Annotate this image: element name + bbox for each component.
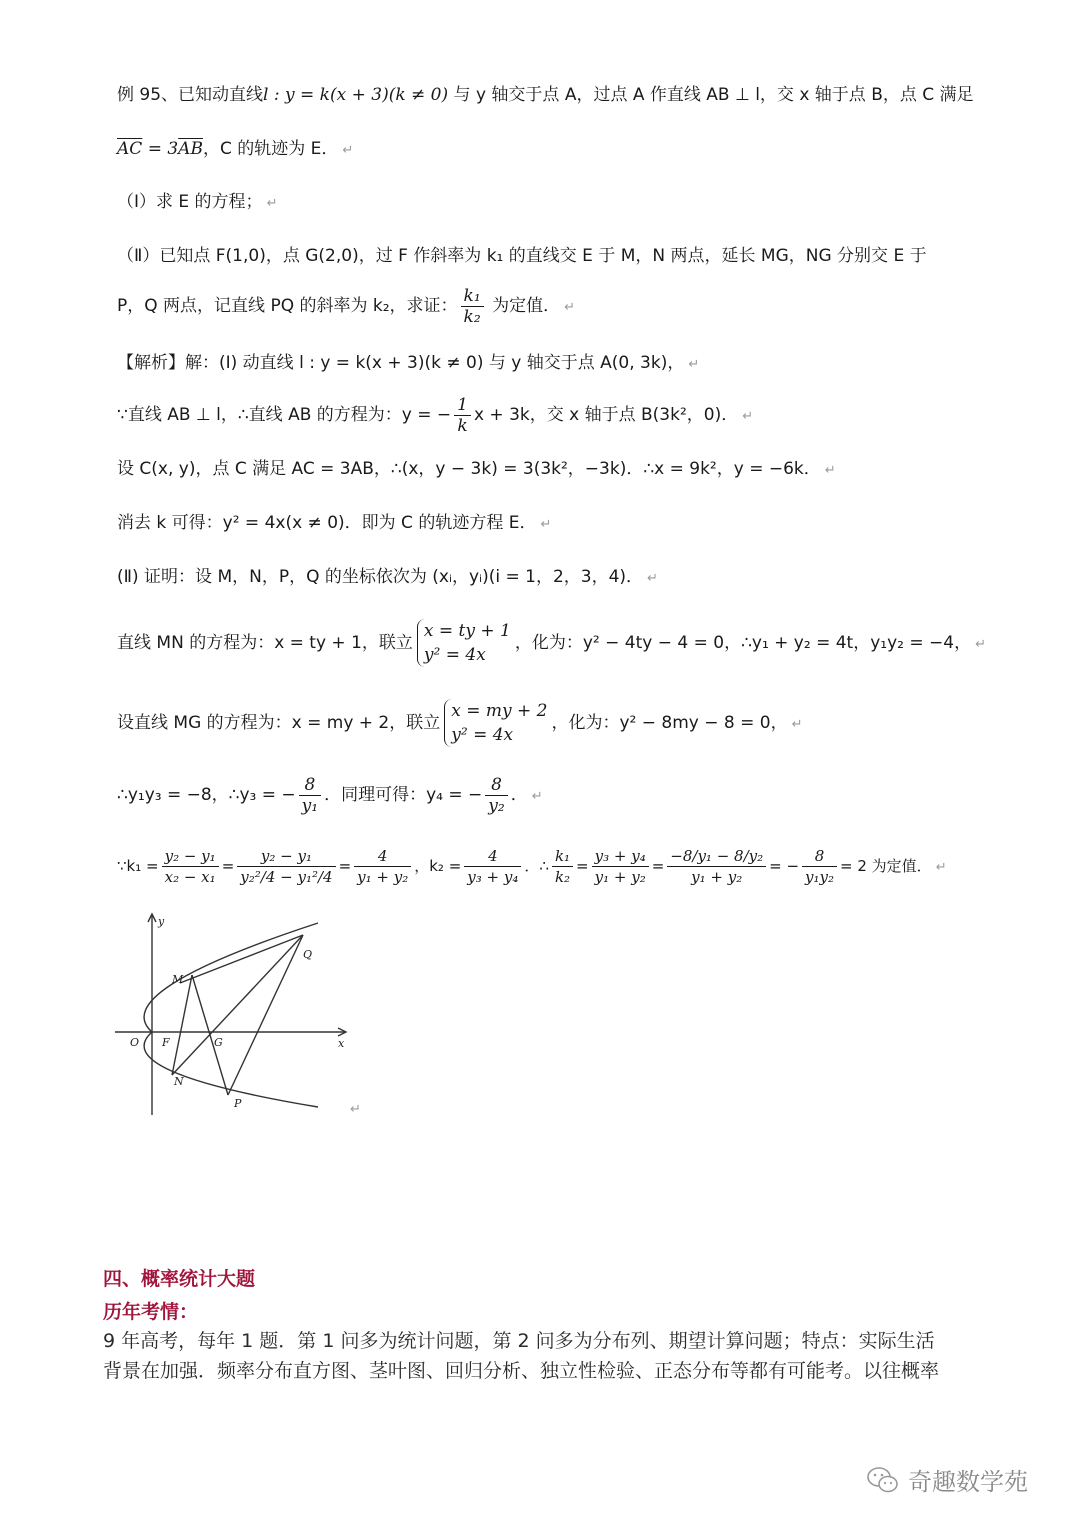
watermark bbox=[866, 1462, 1028, 1497]
return-icon: ↵ bbox=[531, 789, 543, 804]
fraction-denominator: k₂ bbox=[463, 306, 481, 327]
fraction bbox=[485, 775, 507, 816]
section-subtitle: 历年考情： bbox=[103, 1301, 199, 1323]
system-brace bbox=[444, 699, 547, 747]
fraction bbox=[454, 395, 471, 436]
problem-text: ，C 的轨迹为 E． bbox=[202, 139, 339, 159]
solution-text: 直线 MN 的方程为：x = ty + 1，联立 bbox=[117, 633, 413, 653]
return-icon: ↵ bbox=[935, 860, 947, 875]
ratio-fraction bbox=[461, 286, 484, 327]
problem-text: 与 y 轴交于点 A，过点 A 作直线 AB ⊥ l，交 x 轴于点 B，点 C 满足 bbox=[448, 85, 974, 105]
return-icon: ↵ bbox=[342, 143, 354, 158]
paragraph-line-2: 背景在加强．频率分布直方图、茎叶图、回归分析、独立性检验、正态分布等都有可能考。以往概率 bbox=[103, 1360, 940, 1382]
return-icon: ↵ bbox=[350, 1102, 361, 1117]
return-icon: ↵ bbox=[688, 357, 700, 372]
solution-line-7 bbox=[117, 697, 803, 751]
fraction-numerator: y₃ + y₄ bbox=[592, 846, 649, 867]
vector-ac: $\overline{AC}$ bbox=[117, 139, 143, 159]
label-g: G bbox=[214, 1036, 223, 1049]
return-icon: ↵ bbox=[647, 571, 658, 586]
parabola-curve bbox=[144, 923, 318, 1107]
fraction-denominator: y₁ + y₂ bbox=[594, 868, 646, 886]
fraction bbox=[162, 846, 219, 887]
fraction-numerator: 8 bbox=[299, 775, 321, 796]
label-m: M bbox=[172, 973, 184, 986]
fraction-denominator: y₂ bbox=[488, 795, 505, 816]
return-icon: ↵ bbox=[742, 409, 754, 424]
solution-text: ．同理可得：y₄ = − bbox=[324, 785, 483, 805]
vector-ab: $\overline{AB}$ bbox=[178, 139, 203, 159]
brand-name: 奇趣数学苑 bbox=[908, 1468, 1028, 1496]
solution-text: 设直线 MG 的方程为：x = my + 2，联立 bbox=[117, 713, 441, 733]
return-icon: ↵ bbox=[824, 463, 836, 478]
solution-text: (Ⅱ) 证明：设 M，N，P，Q 的坐标依次为 (xᵢ，yᵢ)(i = 1，2，3，4)． bbox=[117, 567, 644, 587]
solution-text: = 2 为定值． bbox=[840, 857, 932, 875]
label-x: x bbox=[338, 1037, 345, 1050]
fraction bbox=[299, 775, 321, 816]
fraction-numerator: y₂ − y₁ bbox=[162, 846, 219, 867]
fraction-denominator: y₃ + y₄ bbox=[467, 868, 519, 886]
question-1 bbox=[117, 189, 277, 217]
solution-text: 【解析】解：(Ⅰ) 动直线 l : y = k(x + 3)(k ≠ 0) 与 y 轴交于点 A(0, 3k)， bbox=[117, 353, 685, 373]
solution-text: ，化为：y² − 4ty − 4 = 0，∴y₁ + y₂ = 4t，y₁y₂ = −4， bbox=[514, 633, 972, 653]
return-icon: ↵ bbox=[266, 196, 278, 211]
solution-text: 设 C(x, y)，点 C 满足 AC = 3AB，∴(x，y − 3k) = 3(3k²，−3k)．∴x = 9k²，y = −6k． bbox=[117, 459, 821, 479]
solution-line-1 bbox=[117, 350, 699, 378]
fraction bbox=[552, 846, 573, 887]
question-2-line-1 bbox=[117, 243, 927, 269]
solution-line-8: ∴y₁y₃ = −8，∴y₃ = − $\frac{8}{\text{y₁}}$ ．同理可得：y₄ = − $\frac{8}{\text{y₂}}$ ． ↵ bbox=[117, 774, 543, 816]
line-equation: l : y = k(x + 3)(k ≠ 0) bbox=[263, 85, 449, 105]
label-p: P bbox=[234, 1097, 242, 1110]
fraction-numerator: 4 bbox=[464, 846, 521, 867]
fraction-denominator: k bbox=[457, 415, 468, 436]
paragraph-line-1: 9 年高考，每年 1 题．第 1 问多为统计问题，第 2 问多为分布列、期望计算问题；特点：实际生活 bbox=[103, 1330, 935, 1352]
line-pq bbox=[228, 935, 303, 1095]
system-brace bbox=[417, 619, 511, 667]
solution-line-9: ∵k₁ = $\frac{\text{y₂ − y₁}}{\text{x₂ − x₁}}$ = $\frac{\text{y₂ − y₁}}{\text{y₂²/4 − y₁²/4}}$ = $\frac{4}{\text{y₁ + y₂}}$ ，k₂ = $\frac{4}{\text{y₃ + y₄}}$ ．∴ $\frac{\text{k₁}}{\text{k₂}}$ = $\frac{\text{y₃ + y₄}}{\text{y₁ + y₂}}$ = $\frac{\text{−8/y₁ − 8/y₂}}{\text{y₁ + y₂}}$ = − $\frac{8}{\text{y₁y₂}}$ = 2 为定值． ↵ bbox=[117, 847, 947, 886]
fraction-numerator: y₂ − y₁ bbox=[237, 846, 335, 867]
solution-text: ，化为：y² − 8my − 8 = 0， bbox=[551, 713, 788, 733]
fraction bbox=[592, 846, 649, 887]
solution-line-5 bbox=[117, 564, 658, 592]
solution-text: ．∴ bbox=[524, 857, 549, 875]
fraction-denominator: y₁ bbox=[301, 795, 319, 816]
solution-line-6 bbox=[117, 617, 986, 671]
fraction-numerator: 8 bbox=[802, 846, 837, 867]
return-icon: ↵ bbox=[791, 717, 803, 732]
return-icon: ↵ bbox=[540, 517, 552, 532]
fraction-denominator: y₁ + y₂ bbox=[357, 868, 409, 886]
fraction-denominator: y₁ + y₂ bbox=[691, 868, 743, 886]
fraction-denominator: x₂ − x₁ bbox=[164, 868, 216, 886]
solution-line-2 bbox=[117, 392, 753, 440]
fraction-numerator: k₁ bbox=[552, 846, 573, 867]
wechat-icon bbox=[866, 1465, 900, 1495]
fraction-denominator: y₂²/4 − y₁²/4 bbox=[240, 868, 333, 886]
line-mn bbox=[172, 975, 192, 1075]
solution-line-3 bbox=[117, 456, 836, 484]
system-eq-1: x = my + 2 bbox=[451, 701, 548, 721]
system-eq-2: y² = 4x bbox=[451, 725, 514, 745]
fraction-numerator: k₁ bbox=[461, 286, 484, 307]
label-n: N bbox=[174, 1075, 184, 1088]
question-2-text: （Ⅱ）已知点 F(1,0)，点 G(2,0)，过 F 作斜率为 k₁ 的直线交 E 于 M，N 两点，延长 MG，NG 分别交 E 于 bbox=[117, 246, 927, 266]
solution-line-4 bbox=[117, 510, 551, 538]
system-eq-1: x = ty + 1 bbox=[423, 621, 511, 641]
fraction-numerator: 4 bbox=[354, 846, 411, 867]
label-q: Q bbox=[303, 948, 313, 961]
fraction-denominator: k₂ bbox=[554, 868, 571, 886]
parabola-figure bbox=[110, 905, 380, 1120]
section-title: 四、概率统计大题 bbox=[103, 1268, 256, 1290]
fraction bbox=[354, 846, 411, 887]
fraction-denominator: y₁y₂ bbox=[805, 868, 835, 886]
problem-line-1 bbox=[117, 82, 974, 108]
label-o: O bbox=[130, 1036, 140, 1049]
solution-text: ∵直线 AB ⊥ l，∴直线 AB 的方程为：y = − bbox=[117, 405, 452, 425]
fraction bbox=[464, 846, 521, 887]
line-nq bbox=[172, 935, 303, 1075]
question-1-text: （Ⅰ）求 E 的方程； bbox=[117, 192, 263, 212]
solution-text: ∴y₁y₃ = −8，∴y₃ = − bbox=[117, 785, 296, 805]
fraction bbox=[802, 846, 837, 887]
question-2-text: P，Q 两点，记直线 PQ 的斜率为 k₂，求证： bbox=[117, 296, 458, 316]
solution-text: 消去 k 可得：y² = 4x(x ≠ 0)．即为 C 的轨迹方程 E． bbox=[117, 513, 537, 533]
return-icon: ↵ bbox=[564, 300, 575, 315]
label-y: y bbox=[158, 915, 165, 928]
fraction-numerator: 1 bbox=[454, 395, 471, 416]
solution-text: ∵k₁ = bbox=[117, 857, 159, 875]
label-f: F bbox=[162, 1036, 170, 1049]
solution-text: ，k₂ = bbox=[414, 857, 462, 875]
system-eq-2: y² = 4x bbox=[423, 645, 486, 665]
question-2-text: 为定值． bbox=[486, 296, 561, 316]
fraction-numerator: −8/y₁ − 8/y₂ bbox=[667, 846, 766, 867]
question-2-line-2 bbox=[117, 285, 575, 329]
vector-eq: = 3 bbox=[142, 139, 179, 159]
problem-label: 例 95、已知动直线 bbox=[117, 85, 264, 105]
fraction bbox=[237, 846, 335, 887]
return-icon: ↵ bbox=[975, 637, 986, 652]
section-paragraph bbox=[103, 1326, 983, 1386]
fraction bbox=[667, 846, 766, 887]
solution-text: x + 3k，交 x 轴于点 B(3k²，0)． bbox=[473, 405, 739, 425]
fraction-numerator: 8 bbox=[485, 775, 507, 796]
problem-line-2 bbox=[117, 136, 353, 164]
